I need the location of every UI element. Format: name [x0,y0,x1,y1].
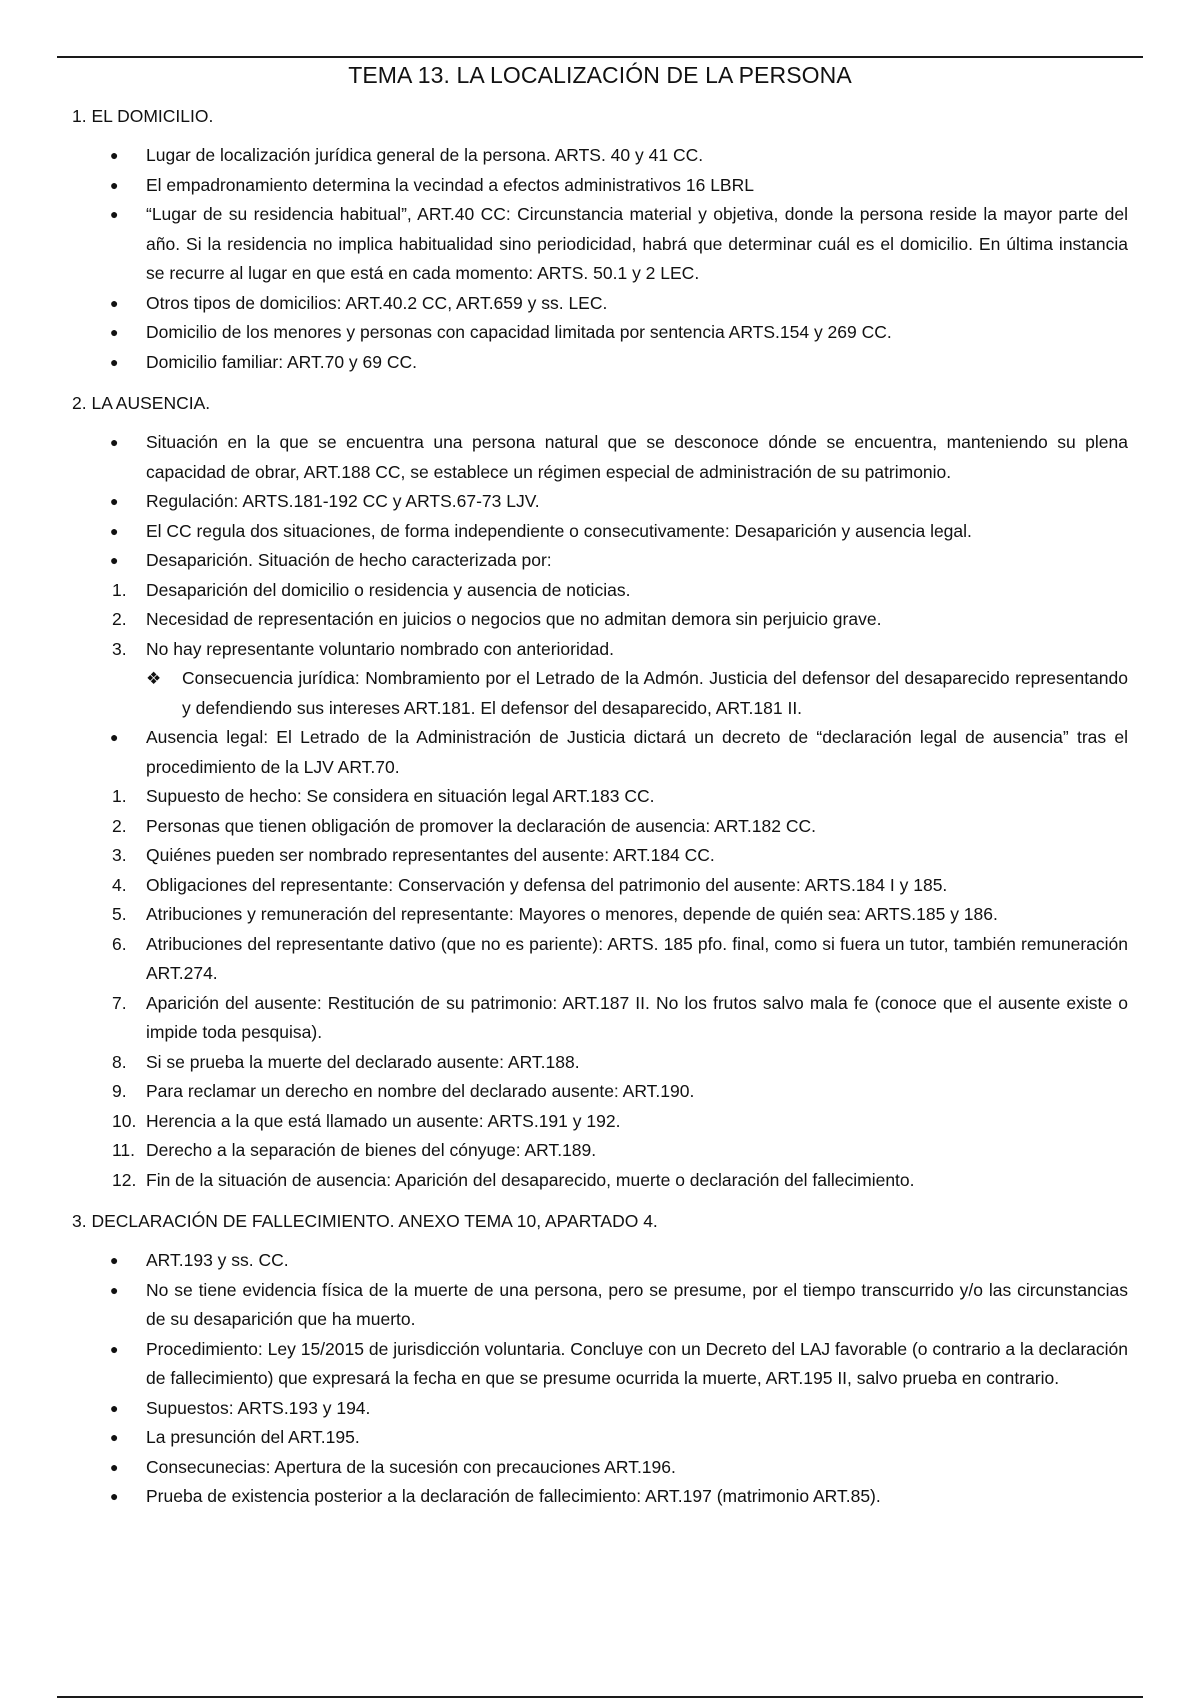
item-text: Otros tipos de domicilios: ART.40.2 CC, ART.659 y ss. LEC. [146,292,608,313]
numbered-item [72,782,1128,812]
item-text: “Lugar de su residencia habitual”, ART.40 CC: Circunstancia material y objetiva, donde la persona reside la mayor parte del año. Si la residencia no implica habitualidad sino periodicidad, habrá que determinar cuál es el domicilio. En última instancia se recurre al lugar en que está en cada momento: ARTS. 50.1 y 2 LEC. [146,204,1128,283]
item-number [72,605,142,635]
item-text: Prueba de existencia posterior a la declaración de fallecimiento: ART.197 (matrimonio ART.85). [146,1486,881,1506]
item-text: El CC regula dos situaciones, de forma independiente o consecutivamente: Desaparición y ausencia legal. [146,520,972,541]
bullet-icon: ● [110,294,119,311]
numbered-item [72,576,1128,606]
item-number [72,812,142,842]
item-number-text: 3. [112,845,127,865]
numbered-item [72,1077,1128,1107]
bullet-item [72,1246,1128,1276]
item-number [72,1107,142,1137]
item-number-text: 10. [112,1110,137,1131]
bullet-item [72,1423,1128,1453]
item-number-text: 1. [112,579,127,600]
numbered-item [72,1107,1128,1137]
item-number [72,782,142,812]
item-text: ART.193 y ss. CC. [146,1250,289,1270]
item-text: Consecunecias: Apertura de la sucesión con precauciones ART.196. [146,1456,676,1477]
item-number [72,1166,142,1196]
page-title: TEMA 13. LA LOCALIZACIÓN DE LA PERSONA [348,62,852,88]
numbered-item [72,900,1128,930]
section-list [72,1246,1128,1512]
item-text: Personas que tienen obligación de promover la declaración de ausencia: ART.182 CC. [146,815,816,836]
numbered-item [72,1166,1128,1196]
numbered-item [72,841,1128,871]
item-number [72,900,142,930]
bullet-item [72,1482,1128,1512]
item-text: Supuestos: ARTS.193 y 194. [146,1397,371,1418]
bullet-icon: ● [110,1281,119,1298]
bullet-item [72,428,1128,487]
item-text: Si se prueba la muerte del declarado ausente: ART.188. [146,1051,580,1072]
item-text: Quiénes pueden ser nombrado representantes del ausente: ART.184 CC. [146,845,715,865]
bullet-icon: ● [110,353,119,370]
item-text: Supuesto de hecho: Se considera en situación legal ART.183 CC. [146,786,655,806]
bullet-icon: ● [110,206,119,222]
bullet-icon: ● [110,1399,119,1416]
section-heading: 2. LA AUSENCIA. [72,393,211,413]
item-number-text: 9. [112,1081,127,1101]
numbered-item [72,1136,1128,1166]
bullet-item [72,348,1128,378]
item-number [72,930,142,960]
sections-container [72,104,1128,1512]
sub-bullet-item [72,664,1128,723]
bullet-icon: ● [110,729,119,745]
bullet-item [72,1335,1128,1394]
item-number-text: 11. [112,1140,136,1160]
bullet-item [72,1276,1128,1335]
item-text: Aparición del ausente: Restitución de su patrimonio: ART.187 II. No los frutos salvo mala fe (conoce que el ausente existe o impide toda pesquisa). [146,992,1128,1042]
item-number-text: 2. [112,609,127,629]
item-text: Obligaciones del representante: Conservación y defensa del patrimonio del ausente: ARTS.184 I y 185. [146,874,948,895]
item-text: El empadronamiento determina la vecindad a efectos administrativos 16 LBRL [146,174,754,195]
item-number-text: 8. [112,1051,127,1072]
bullet-item [72,318,1128,348]
item-text: Necesidad de representación en juicios o negocios que no admitan demora sin perjuicio grave. [146,609,882,629]
item-text: Atribuciones del representante dativo (que no es pariente): ARTS. 185 pfo. final, como si fuera un tutor, también remuneración ART.274. [146,933,1128,983]
bullet-item [72,546,1128,576]
bullet-icon: ● [110,434,119,450]
section-list [72,141,1128,377]
item-number-text: 5. [112,904,127,924]
bullet-item [72,723,1128,782]
numbered-item [72,635,1128,665]
bullet-item [72,1394,1128,1424]
item-text: Desaparición. Situación de hecho caracterizada por: [146,550,552,570]
item-number [72,1136,142,1166]
numbered-item [72,605,1128,635]
top-rule [57,56,1143,58]
section-heading: 1. EL DOMICILIO. [72,106,214,126]
bullet-icon: ● [110,147,119,163]
item-number-text: 12. [112,1169,137,1190]
item-number-text: 6. [112,933,127,954]
item-number [72,871,142,901]
item-number [72,1048,142,1078]
item-text: Fin de la situación de ausencia: Aparición del desaparecido, muerte o declaración del fallecimiento. [146,1169,915,1190]
item-text: Ausencia legal: El Letrado de la Administración de Justicia dictará un decreto de “declaración legal de ausencia” tras el procedimiento de la LJV ART.70. [146,727,1128,777]
item-text: Regulación: ARTS.181-192 CC y ARTS.67-73 LJV. [146,491,540,511]
item-text: Para reclamar un derecho en nombre del declarado ausente: ART.190. [146,1081,695,1101]
section-heading: 3. DECLARACIÓN DE FALLECIMIENTO. ANEXO TEMA 10, APARTADO 4. [72,1211,658,1231]
bottom-rule [57,1696,1143,1698]
item-text: Herencia a la que está llamado un ausente: ARTS.191 y 192. [146,1110,621,1131]
item-number-text: 7. [112,992,127,1013]
item-number [72,576,142,606]
item-text: No hay representante voluntario nombrado con anterioridad. [146,638,614,659]
bullet-item [72,141,1128,171]
bullet-icon: ● [110,1340,119,1357]
item-text: Consecuencia jurídica: Nombramiento por el Letrado de la Admón. Justicia del defensor del desaparecido representando y defendiendo sus intereses ART.181. El defensor del desaparecido, ART.181 II. [182,668,1128,718]
bullet-icon: ● [110,176,119,193]
item-text: Situación en la que se encuentra una persona natural que se desconoce dónde se encuentra, manteniendo su plena capacidad de obrar, ART.188 CC, se establece un régimen especial de administración de su patrimonio. [146,432,1128,482]
numbered-item [72,1048,1128,1078]
bullet-icon: ● [110,552,119,568]
bullet-item [72,200,1128,289]
item-text: Domicilio familiar: ART.70 y 69 CC. [146,351,418,372]
numbered-item [72,812,1128,842]
item-number [72,989,142,1019]
document-body [72,60,1128,1526]
numbered-item [72,989,1128,1048]
item-number [72,635,142,665]
item-text: Lugar de localización jurídica general de la persona. ARTS. 40 y 41 CC. [146,145,704,165]
bullet-item [72,487,1128,517]
bullet-item [72,517,1128,547]
bullet-item [72,289,1128,319]
numbered-item [72,871,1128,901]
bullet-icon: ● [110,1458,119,1475]
bullet-icon: ● [110,1429,119,1445]
item-number-text: 3. [112,638,127,659]
item-text: Desaparición del domicilio o residencia y ausencia de noticias. [146,579,631,600]
item-number-text: 1. [112,786,127,806]
item-text: Derecho a la separación de bienes del cónyuge: ART.189. [146,1140,597,1160]
item-number [72,1077,142,1107]
item-text: No se tiene evidencia física de la muerte de una persona, pero se presume, por el tiempo transcurrido y/o las circunstancias de su desaparición que ha muerto. [146,1279,1128,1329]
bullet-icon: ● [110,324,119,340]
item-number-text: 4. [112,874,127,895]
item-text: Procedimiento: Ley 15/2015 de jurisdicción voluntaria. Concluye con un Decreto del LAJ favorable (o contrario a la declaración de fallecimiento) que expresará la fecha en que se presume ocurrida la muerte, ART.195 II, salvo prueba en contrario. [146,1338,1128,1388]
bullet-icon: ● [110,1252,119,1268]
bullet-item [72,1453,1128,1483]
bullet-icon: ● [110,1488,119,1504]
item-number [72,841,142,871]
item-number-text: 2. [112,815,127,836]
item-text: Domicilio de los menores y personas con capacidad limitada por sentencia ARTS.154 y 269 CC. [146,322,892,342]
bullet-item [72,171,1128,201]
item-text: Atribuciones y remuneración del representante: Mayores o menores, depende de quién sea: ARTS.185 y 186. [146,904,998,924]
item-text: La presunción del ART.195. [146,1427,360,1447]
numbered-item [72,930,1128,989]
section-list [72,428,1128,1195]
bullet-icon: ● [110,493,119,509]
diamond-bullet-icon: ❖ [146,669,162,688]
bullet-icon: ● [110,522,119,539]
